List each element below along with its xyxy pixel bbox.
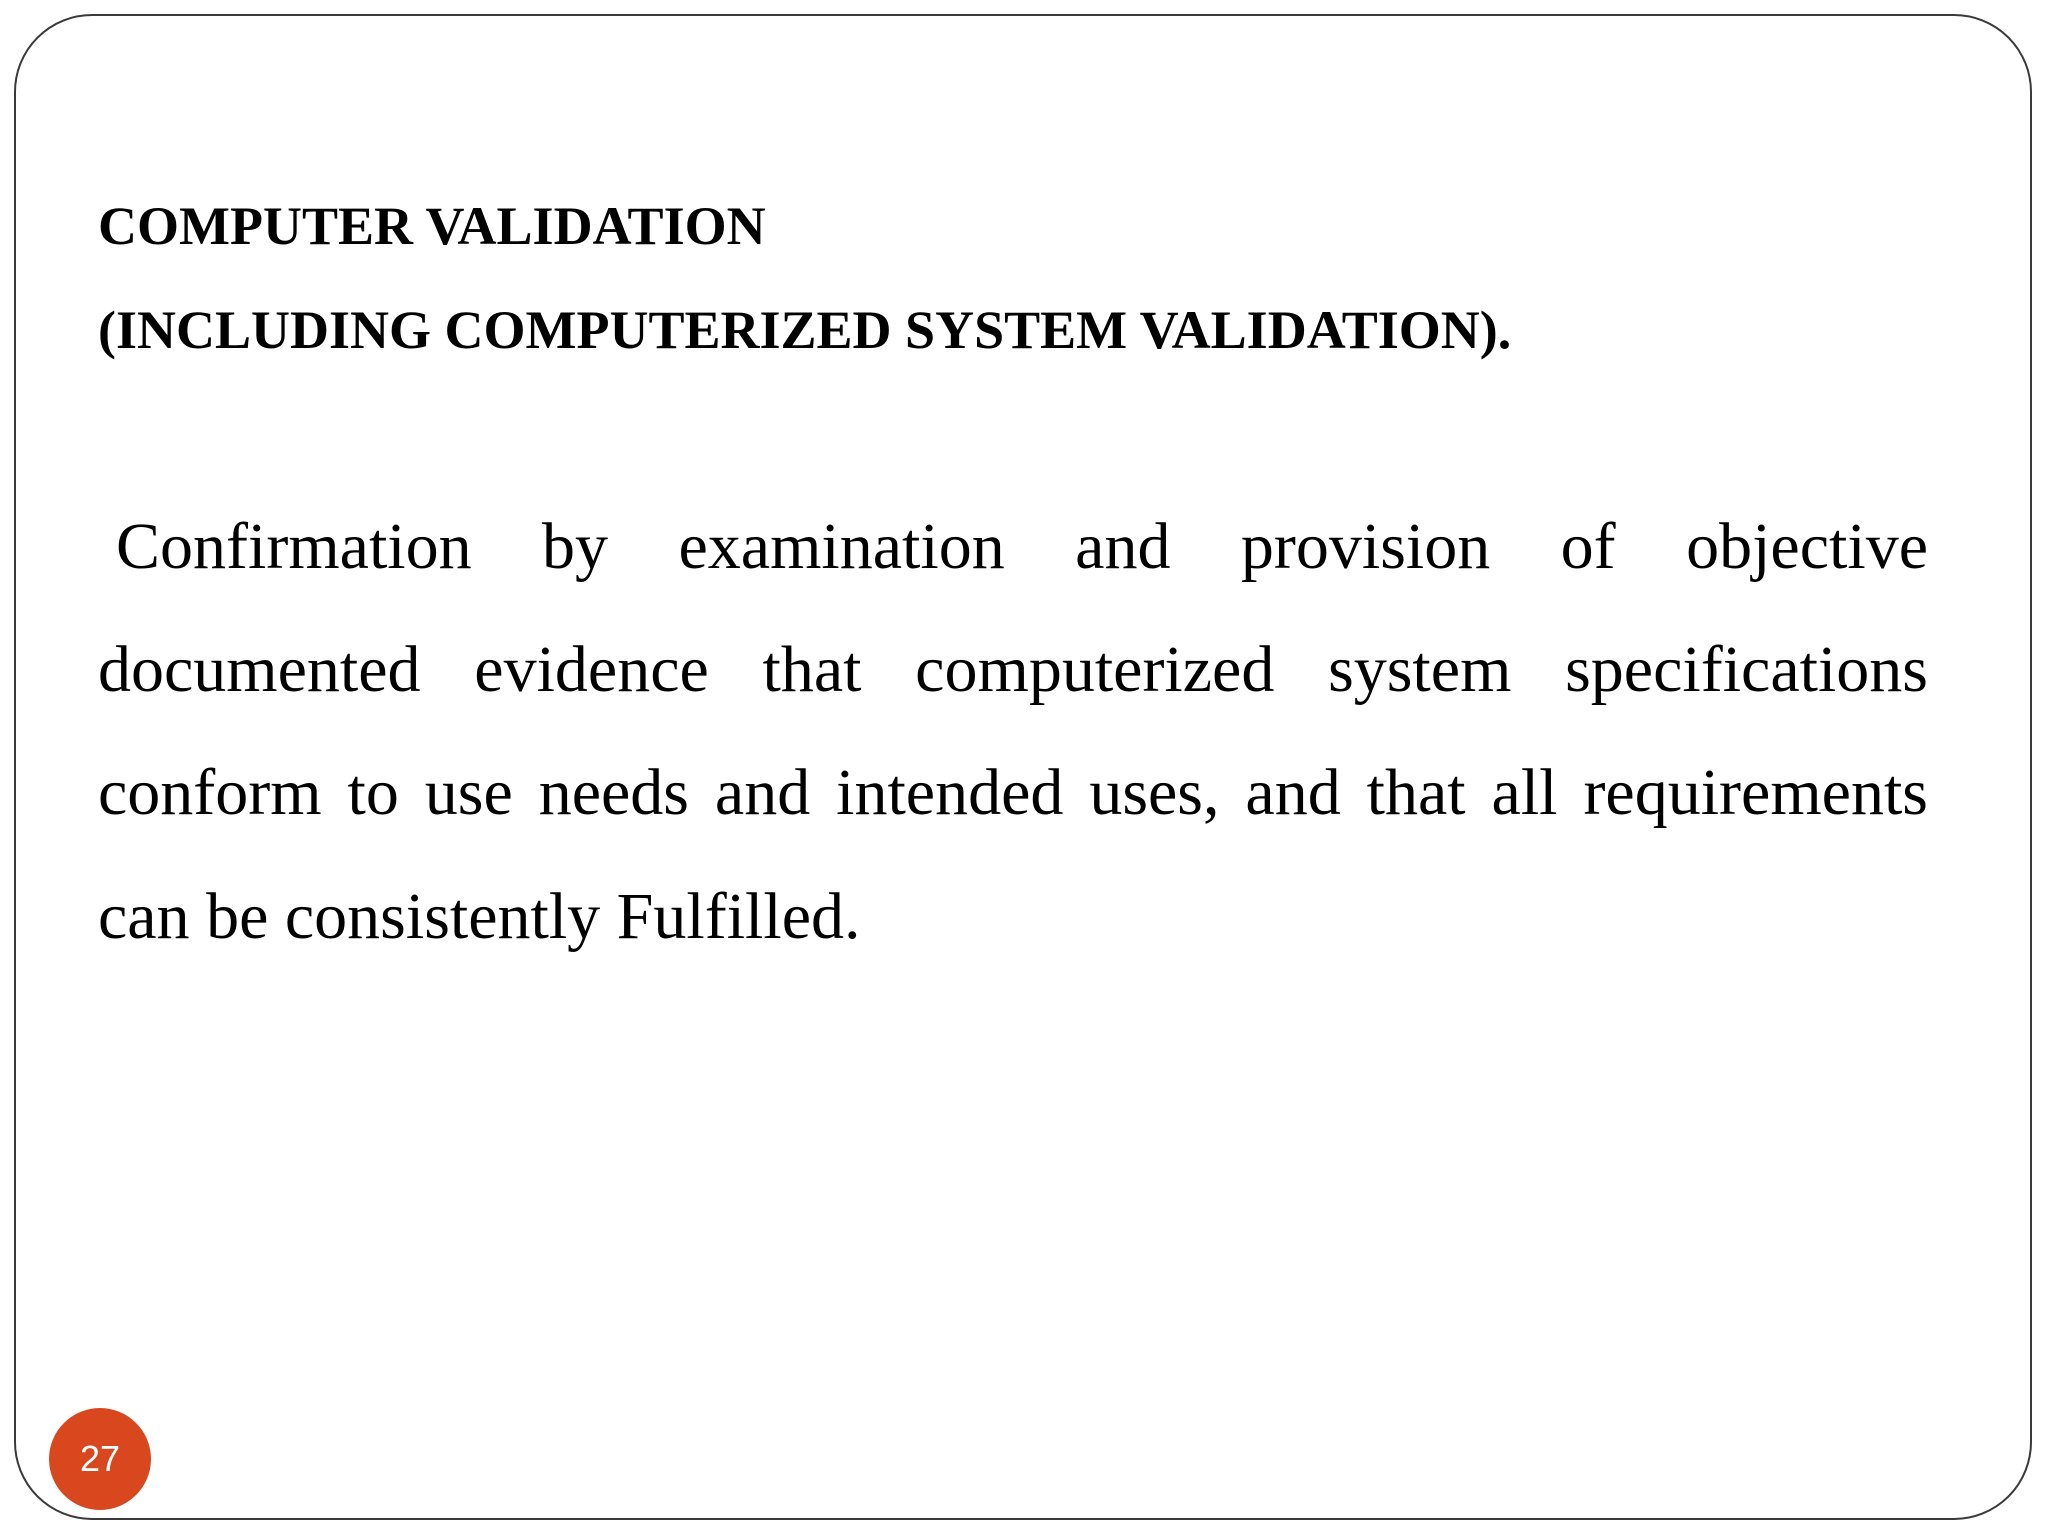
slide-title-line-1: COMPUTER VALIDATION (98, 196, 766, 256)
page-number-badge (49, 1408, 151, 1510)
body-text-line-3: conform to use needs and intended uses, and that all requirements (98, 756, 1928, 829)
body-text-line-1: Confirmation by examination and provision of objective (116, 510, 1928, 583)
body-text-line-4: can be consistently Fulfilled. (98, 880, 861, 953)
slide-frame (14, 14, 2032, 1520)
body-text-line-2: documented evidence that computerized system specifications (98, 633, 1928, 706)
page-number: 27 (79, 1438, 121, 1479)
slide-title-line-2: (INCLUDING COMPUTERIZED SYSTEM VALIDATION). (98, 300, 1512, 360)
